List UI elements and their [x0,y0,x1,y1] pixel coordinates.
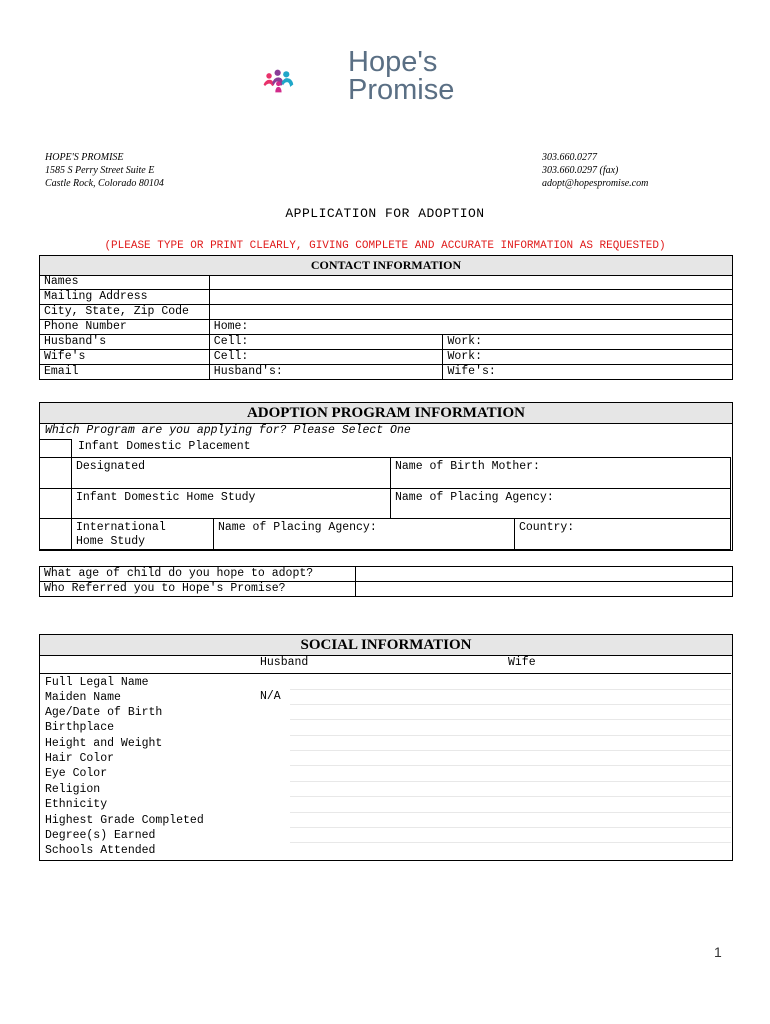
international-label-line1: International [76,521,166,534]
designated-checkbox[interactable] [39,457,72,489]
label-eye-color: Eye Color [45,767,108,780]
birth-mother-field[interactable]: Name of Birth Mother: [390,457,731,489]
referred-label: Who Referred you to Hope's Promise? [40,582,356,597]
wife-email-field[interactable]: Wife's: [443,365,733,380]
home-phone-field[interactable]: Home: [209,320,732,335]
label-birthplace: Birthplace [45,721,115,734]
contact-table [39,275,733,380]
label-phone-number: Phone Number [40,320,210,335]
org-name: HOPE'S PROMISE [45,152,124,163]
international-label [71,518,214,550]
husband-cell-field[interactable]: Cell: [209,335,443,350]
age-label: What age of child do you hope to adopt? [40,567,356,582]
placing-agency-field[interactable]: Name of Placing Agency: [390,488,731,519]
infant-domestic-checkbox[interactable] [39,439,72,458]
social-row-divider [290,812,731,813]
age-referral-table [39,566,733,597]
org-phone: 303.660.0277 [542,152,597,163]
age-field[interactable] [355,567,732,582]
social-row-divider [290,719,731,720]
label-hair-color: Hair Color [45,752,115,765]
label-age-dob: Age/Date of Birth [45,706,163,719]
label-ethnicity: Ethnicity [45,798,108,811]
logo-line-2: Promise [348,74,455,106]
husband-email-field[interactable]: Husband's: [209,365,443,380]
org-address-block [45,151,164,190]
social-column-header-row [39,654,731,674]
social-row-divider [290,765,731,766]
label-highest-grade: Highest Grade Completed [45,814,204,827]
international-label-line2: Home Study [76,535,146,548]
logo-wordmark [348,48,454,104]
label-names: Names [40,275,210,290]
international-checkbox[interactable] [39,518,72,550]
wife-work-field[interactable]: Work: [443,350,733,365]
country-field[interactable]: Country: [514,518,731,550]
city-state-zip-field[interactable] [209,305,732,320]
org-fax: 303.660.0297 (fax) [542,165,619,176]
home-study-checkbox[interactable] [39,488,72,519]
logo-line-1: Hope's [348,46,438,78]
husband-work-field[interactable]: Work: [443,335,733,350]
intl-agency-field[interactable]: Name of Placing Agency: [213,518,515,550]
label-maiden-name: Maiden Name [45,691,121,704]
home-study-label: Infant Domestic Home Study [71,488,391,519]
social-row-divider [290,827,731,828]
referred-field[interactable] [355,582,732,597]
social-row-divider [290,781,731,782]
label-religion: Religion [45,783,101,796]
mailing-address-field[interactable] [209,290,732,305]
org-email: adopt@hopespromise.com [542,178,649,189]
label-husbands: Husband's [40,335,210,350]
program-section-header: ADOPTION PROGRAM INFORMATION [39,402,733,424]
label-schools: Schools Attended [45,844,156,857]
social-row-divider [290,689,731,690]
social-row-divider [290,842,731,843]
wife-cell-field[interactable]: Cell: [209,350,443,365]
social-row-divider [290,735,731,736]
wife-column-header: Wife [508,656,536,669]
social-row-divider [290,796,731,797]
org-address-line1: 1585 S Perry Street Suite E [45,165,155,176]
hopes-promise-logo-icon [262,46,352,116]
label-degrees: Degree(s) Earned [45,829,156,842]
label-height-weight: Height and Weight [45,737,163,750]
program-question: Which Program are you applying for? Please Select One [45,424,411,437]
label-city-state-zip: City, State, Zip Code [40,305,210,320]
label-wifes: Wife's [40,350,210,365]
page-number: 1 [714,944,722,960]
names-field[interactable] [209,275,732,290]
social-row-divider [290,704,731,705]
husband-column-header: Husband [260,656,309,669]
infant-domestic-label: Infant Domestic Placement [78,440,251,453]
designated-label: Designated [71,457,391,489]
social-section-header: SOCIAL INFORMATION [39,634,733,656]
label-mailing-address: Mailing Address [40,290,210,305]
label-full-legal-name: Full Legal Name [45,676,149,689]
maiden-name-husband-value: N/A [260,690,281,703]
page-title: APPLICATION FOR ADOPTION [285,206,485,221]
contact-section-header: CONTACT INFORMATION [39,255,733,276]
org-address-line2: Castle Rock, Colorado 80104 [45,178,164,189]
org-contact-block [542,151,648,190]
instruction-text: (PLEASE TYPE OR PRINT CLEARLY, GIVING COMPLETE AND ACCURATE INFORMATION AS REQUESTED) [104,240,666,252]
label-email: Email [40,365,210,380]
social-row-divider [290,750,731,751]
